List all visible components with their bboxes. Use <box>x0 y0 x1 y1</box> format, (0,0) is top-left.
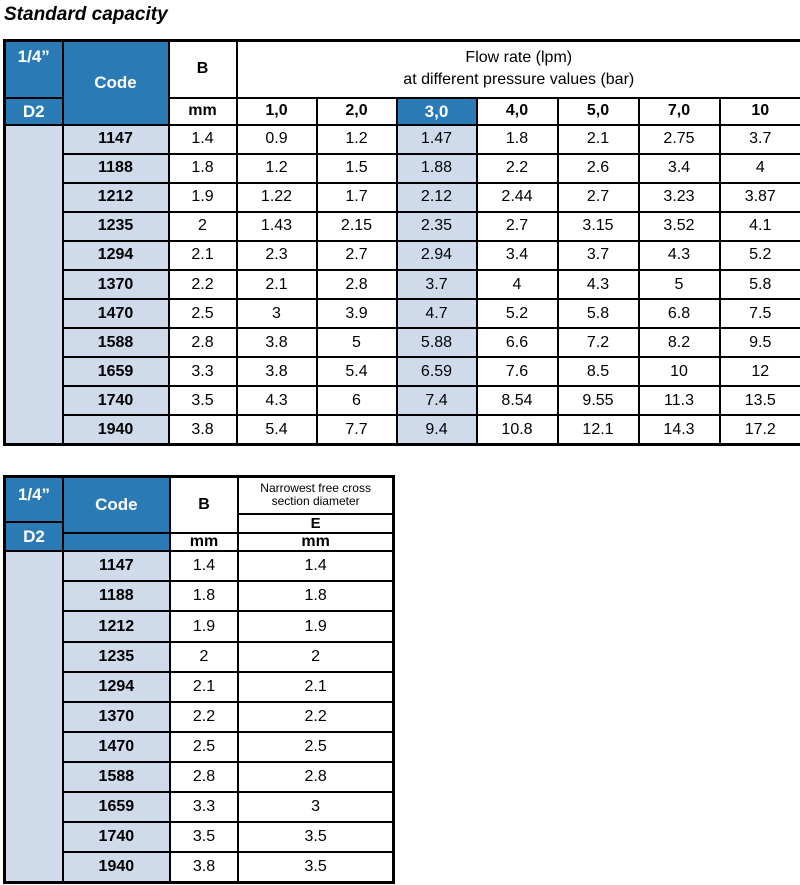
flow-cell: 8.54 <box>477 386 558 415</box>
table-row <box>5 241 800 270</box>
flow-cell: 3.52 <box>639 212 720 241</box>
flow-cell: 0.9 <box>237 125 317 154</box>
pressure-header: 7,0 <box>639 98 720 125</box>
flow-cell: 3.9 <box>317 299 397 328</box>
flow-cell: 2.94 <box>397 241 477 270</box>
flow-cell: 3.8 <box>237 357 317 386</box>
e-cell: 3.5 <box>238 852 393 882</box>
flow-cell: 2.8 <box>317 270 397 299</box>
flow-cell: 1.7 <box>317 183 397 212</box>
table-row <box>5 270 800 299</box>
b-cell: 2.8 <box>169 328 237 357</box>
code-cell: 1188 <box>63 581 170 611</box>
flow-rate-subtitle: at different pressure values (bar) <box>403 71 635 89</box>
e-description: Narrowest free cross section diameter <box>238 477 393 514</box>
flow-cell: 6.6 <box>477 328 558 357</box>
flow-cell: 5 <box>317 328 397 357</box>
flow-cell: 2.3 <box>237 241 317 270</box>
b-cell: 2.2 <box>170 702 239 732</box>
flow-cell: 11.3 <box>639 386 720 415</box>
flow-cell: 3.4 <box>639 154 720 183</box>
row-group-fill <box>5 551 63 882</box>
flow-cell: 5.2 <box>720 241 800 270</box>
table-row <box>5 183 800 212</box>
e-cell: 2.2 <box>238 702 393 732</box>
table-row <box>5 581 394 611</box>
code-cell: 1294 <box>63 241 169 270</box>
flow-cell: 13.5 <box>720 386 800 415</box>
pressure-header: 2,0 <box>317 98 397 125</box>
table-row <box>5 702 394 732</box>
pressure-header: 10 <box>720 98 800 125</box>
b-cell: 1.4 <box>169 125 237 154</box>
pressure-header: 5,0 <box>558 98 639 125</box>
flow-cell: 3.7 <box>720 125 800 154</box>
table-row <box>5 792 394 822</box>
b-cell: 3.3 <box>170 792 239 822</box>
code-cell: 1370 <box>63 270 169 299</box>
flow-cell: 5.4 <box>317 357 397 386</box>
code-header: Code <box>63 477 170 533</box>
flow-cell: 14.3 <box>639 415 720 444</box>
b-cell: 1.8 <box>170 581 239 611</box>
flow-cell: 7.2 <box>558 328 639 357</box>
flow-cell: 1.5 <box>317 154 397 183</box>
flow-cell: 2.12 <box>397 183 477 212</box>
flow-cell: 8.5 <box>558 357 639 386</box>
flow-cell: 6.59 <box>397 357 477 386</box>
b-header: B <box>170 477 239 533</box>
b-cell: 2.1 <box>170 672 239 702</box>
flow-cell: 1.88 <box>397 154 477 183</box>
flow-cell: 4.1 <box>720 212 800 241</box>
table-row <box>5 551 394 581</box>
b-cell: 2 <box>169 212 237 241</box>
flow-cell: 5.2 <box>477 299 558 328</box>
flow-cell: 7.4 <box>397 386 477 415</box>
e-cell: 3 <box>238 792 393 822</box>
b-unit: mm <box>169 98 237 125</box>
code-cell: 1147 <box>63 125 169 154</box>
e-cell: 2 <box>238 642 393 672</box>
b-unit: mm <box>170 533 239 552</box>
flow-cell: 2.15 <box>317 212 397 241</box>
flow-cell: 4 <box>477 270 558 299</box>
code-cell: 1470 <box>63 299 169 328</box>
flow-cell: 2.7 <box>558 183 639 212</box>
flow-cell: 9.4 <box>397 415 477 444</box>
code-cell: 1470 <box>63 732 170 762</box>
table-row <box>5 611 394 641</box>
flow-cell: 1.43 <box>237 212 317 241</box>
e-header: E <box>238 514 393 533</box>
flow-cell: 2.7 <box>477 212 558 241</box>
flow-cell: 1.2 <box>317 125 397 154</box>
flow-cell: 1.47 <box>397 125 477 154</box>
code-header: Code <box>63 41 169 125</box>
table-row <box>5 212 800 241</box>
pressure-header: 3,0 <box>397 98 477 125</box>
d2-label: D2 <box>5 98 63 125</box>
flow-cell: 1.22 <box>237 183 317 212</box>
b-cell: 2.8 <box>170 762 239 792</box>
flow-cell: 2.75 <box>639 125 720 154</box>
b-cell: 1.9 <box>170 611 239 641</box>
b-cell: 3.3 <box>169 357 237 386</box>
e-cell: 1.9 <box>238 611 393 641</box>
flow-cell: 2.1 <box>558 125 639 154</box>
code-cell: 1740 <box>63 822 170 852</box>
flow-cell: 3.23 <box>639 183 720 212</box>
code-cell: 1588 <box>63 762 170 792</box>
table-row <box>5 386 800 415</box>
b-cell: 3.5 <box>170 822 239 852</box>
flow-cell: 4 <box>720 154 800 183</box>
code-cell: 1659 <box>63 357 169 386</box>
b-cell: 3.5 <box>169 386 237 415</box>
flow-cell: 5.8 <box>720 270 800 299</box>
code-cell: 1294 <box>63 672 170 702</box>
flow-rate-title: Flow rate (lpm) <box>465 49 573 67</box>
e-unit: mm <box>238 533 393 552</box>
page-title: Standard capacity <box>4 4 168 25</box>
d2-label: D2 <box>5 522 63 551</box>
flow-rate-header <box>237 41 800 98</box>
flow-cell: 2.2 <box>477 154 558 183</box>
table-row <box>5 672 394 702</box>
b-cell: 2.1 <box>169 241 237 270</box>
code-cell: 1588 <box>63 328 169 357</box>
flow-cell: 9.5 <box>720 328 800 357</box>
code-cell: 1235 <box>63 212 169 241</box>
flow-rate-table <box>3 39 800 446</box>
e-cell: 1.4 <box>238 551 393 581</box>
flow-cell: 2.1 <box>237 270 317 299</box>
b-cell: 1.9 <box>169 183 237 212</box>
flow-cell: 3.8 <box>237 328 317 357</box>
pressure-header: 1,0 <box>237 98 317 125</box>
table-row <box>5 852 394 882</box>
size-label: 1/4” <box>5 41 63 98</box>
table-row <box>5 357 800 386</box>
flow-cell: 2.35 <box>397 212 477 241</box>
code-cell: 1940 <box>63 415 169 444</box>
table-row <box>5 154 800 183</box>
table-row <box>5 415 800 444</box>
code-cell: 1188 <box>63 154 169 183</box>
flow-cell: 3.7 <box>558 241 639 270</box>
cross-section-table <box>3 475 395 884</box>
flow-cell: 4.3 <box>558 270 639 299</box>
flow-cell: 7.6 <box>477 357 558 386</box>
table-row <box>5 822 394 852</box>
b-cell: 2.5 <box>170 732 239 762</box>
flow-cell: 1.8 <box>477 125 558 154</box>
flow-cell: 6 <box>317 386 397 415</box>
code-cell: 1740 <box>63 386 169 415</box>
e-cell: 1.8 <box>238 581 393 611</box>
flow-cell: 5 <box>639 270 720 299</box>
flow-cell: 8.2 <box>639 328 720 357</box>
b-cell: 2.2 <box>169 270 237 299</box>
flow-cell: 12.1 <box>558 415 639 444</box>
flow-cell: 7.5 <box>720 299 800 328</box>
e-cell: 2.1 <box>238 672 393 702</box>
table-row <box>5 762 394 792</box>
flow-cell: 3 <box>237 299 317 328</box>
flow-cell: 10 <box>639 357 720 386</box>
flow-cell: 10.8 <box>477 415 558 444</box>
flow-cell: 5.8 <box>558 299 639 328</box>
flow-cell: 7.7 <box>317 415 397 444</box>
e-cell: 3.5 <box>238 822 393 852</box>
flow-cell: 3.7 <box>397 270 477 299</box>
b-cell: 1.4 <box>170 551 239 581</box>
flow-cell: 4.3 <box>237 386 317 415</box>
b-cell: 2 <box>170 642 239 672</box>
pressure-header: 4,0 <box>477 98 558 125</box>
code-cell: 1212 <box>63 183 169 212</box>
flow-cell: 6.8 <box>639 299 720 328</box>
b-cell: 1.8 <box>169 154 237 183</box>
flow-cell: 4.3 <box>639 241 720 270</box>
code-cell: 1147 <box>63 551 170 581</box>
table-row <box>5 642 394 672</box>
flow-cell: 2.6 <box>558 154 639 183</box>
table-row <box>5 732 394 762</box>
size-label: 1/4” <box>5 477 63 523</box>
e-cell: 2.8 <box>238 762 393 792</box>
b-header: B <box>169 41 237 98</box>
table-row <box>5 125 800 154</box>
table-row <box>5 299 800 328</box>
code-header-fill <box>63 533 170 552</box>
flow-cell: 12 <box>720 357 800 386</box>
code-cell: 1940 <box>63 852 170 882</box>
table-row <box>5 328 800 357</box>
row-group-fill <box>5 125 63 445</box>
code-cell: 1235 <box>63 642 170 672</box>
b-cell: 2.5 <box>169 299 237 328</box>
flow-cell: 5.4 <box>237 415 317 444</box>
code-cell: 1659 <box>63 792 170 822</box>
e-cell: 2.5 <box>238 732 393 762</box>
b-cell: 3.8 <box>170 852 239 882</box>
flow-cell: 2.7 <box>317 241 397 270</box>
flow-cell: 2.44 <box>477 183 558 212</box>
flow-cell: 3.87 <box>720 183 800 212</box>
code-cell: 1370 <box>63 702 170 732</box>
flow-cell: 4.7 <box>397 299 477 328</box>
flow-cell: 3.15 <box>558 212 639 241</box>
flow-cell: 1.2 <box>237 154 317 183</box>
code-cell: 1212 <box>63 611 170 641</box>
b-cell: 3.8 <box>169 415 237 444</box>
flow-cell: 9.55 <box>558 386 639 415</box>
flow-cell: 3.4 <box>477 241 558 270</box>
flow-cell: 5.88 <box>397 328 477 357</box>
flow-cell: 17.2 <box>720 415 800 444</box>
